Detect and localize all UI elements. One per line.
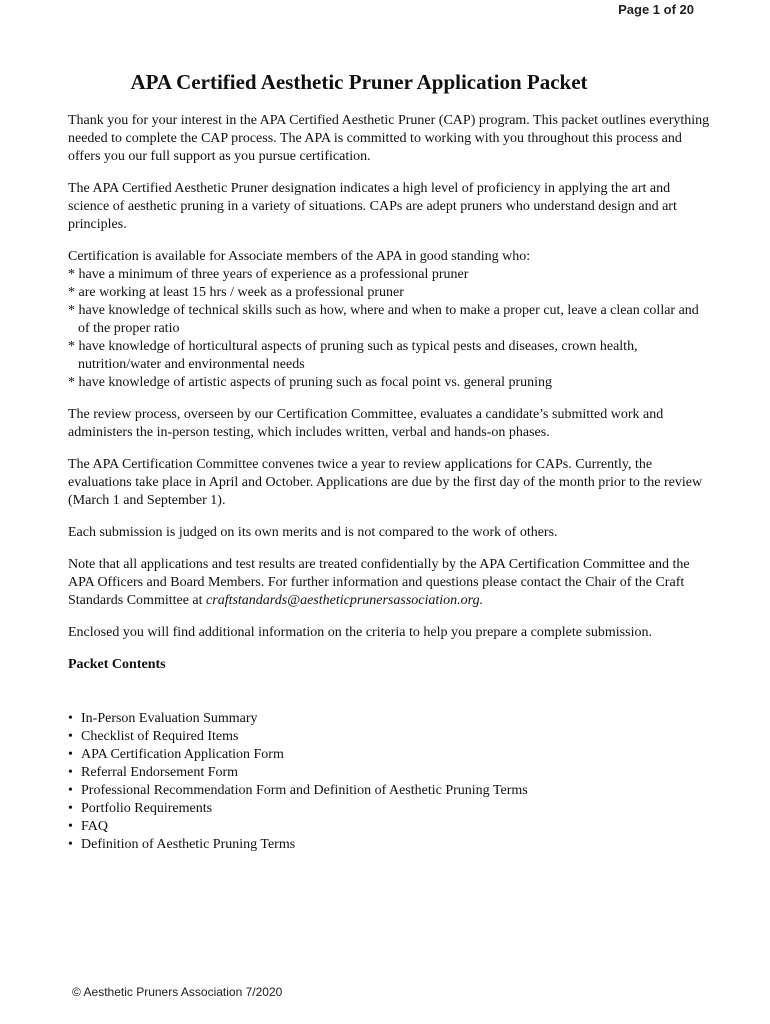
page-number: Page 1 of 20 — [618, 2, 694, 17]
contact-email-link[interactable]: craftstandards@aestheticprunersassociation.org. — [206, 593, 484, 608]
requirements-list — [68, 266, 713, 392]
packet-contents-list — [68, 710, 713, 854]
contents-list-item: • Checklist of Required Items — [68, 728, 713, 746]
designation-paragraph: The APA Certified Aesthetic Pruner designation indicates a high level of proficiency in applying the art and science of aesthetic pruning in a variety of situations. CAPs are adept pruners who understand design and art principles. — [68, 181, 677, 232]
requirement-item: * are working at least 15 hrs / week as a professional pruner — [68, 285, 404, 300]
footer-copyright: © Aesthetic Pruners Association 7/2020 — [72, 985, 283, 999]
confidential-text: Note that all applications and test results are treated confidentially by the APA Certification Committee and the APA Officers and Board Members. For further information and questions please contact the Chair of the Craft Standards Committee at — [68, 557, 690, 608]
contents-list-item: • Professional Recommendation Form and Definition of Aesthetic Pruning Terms — [68, 782, 713, 800]
contents-list-item: • APA Certification Application Form — [68, 746, 713, 764]
contents-list-item: • In-Person Evaluation Summary — [68, 710, 713, 728]
review-process-paragraph: The review process, overseen by our Certification Committee, evaluates a candidate’s submitted work and administers the in-person testing, which includes written, verbal and hands-on phases. — [68, 407, 664, 440]
requirement-item: * have knowledge of horticultural aspects of pruning such as typical pests and diseases, crown health, nutrition/water and environmental needs — [68, 339, 638, 372]
enclosed-paragraph: Enclosed you will find additional information on the criteria to help you prepare a complete submission. — [68, 625, 652, 640]
document-body — [68, 112, 713, 854]
intro-paragraph: Thank you for your interest in the APA Certified Aesthetic Pruner (CAP) program. This packet outlines everything needed to complete the CAP process. The APA is committed to working with you throughout this process and offers you our full support as you pursue certification. — [68, 113, 710, 164]
eligibility-intro: Certification is available for Associate members of the APA in good standing who: — [68, 249, 531, 264]
confidential-paragraph — [68, 556, 713, 610]
document-title: APA Certified Aesthetic Pruner Application Packet — [130, 70, 588, 94]
eligibility-section — [68, 248, 713, 392]
contents-list-item: • FAQ — [68, 818, 713, 836]
merits-paragraph: Each submission is judged on its own merits and is not compared to the work of others. — [68, 525, 558, 540]
schedule-paragraph: The APA Certification Committee convenes twice a year to review applications for CAPs. Currently, the evaluations take place in April and October. Applications are due by the first day of the month prior to the review (March 1 and September 1). — [68, 457, 703, 508]
contents-list-item: • Referral Endorsement Form — [68, 764, 713, 782]
contents-list-item: • Portfolio Requirements — [68, 800, 713, 818]
requirement-item: * have a minimum of three years of experience as a professional pruner — [68, 267, 469, 282]
requirement-item: * have knowledge of technical skills such as how, where and when to make a proper cut, leave a clean collar and of the proper ratio — [68, 303, 699, 336]
requirement-item: * have knowledge of artistic aspects of pruning such as focal point vs. general pruning — [68, 375, 553, 390]
packet-contents-heading: Packet Contents — [68, 657, 166, 672]
contents-list-item: • Definition of Aesthetic Pruning Terms — [68, 836, 713, 854]
